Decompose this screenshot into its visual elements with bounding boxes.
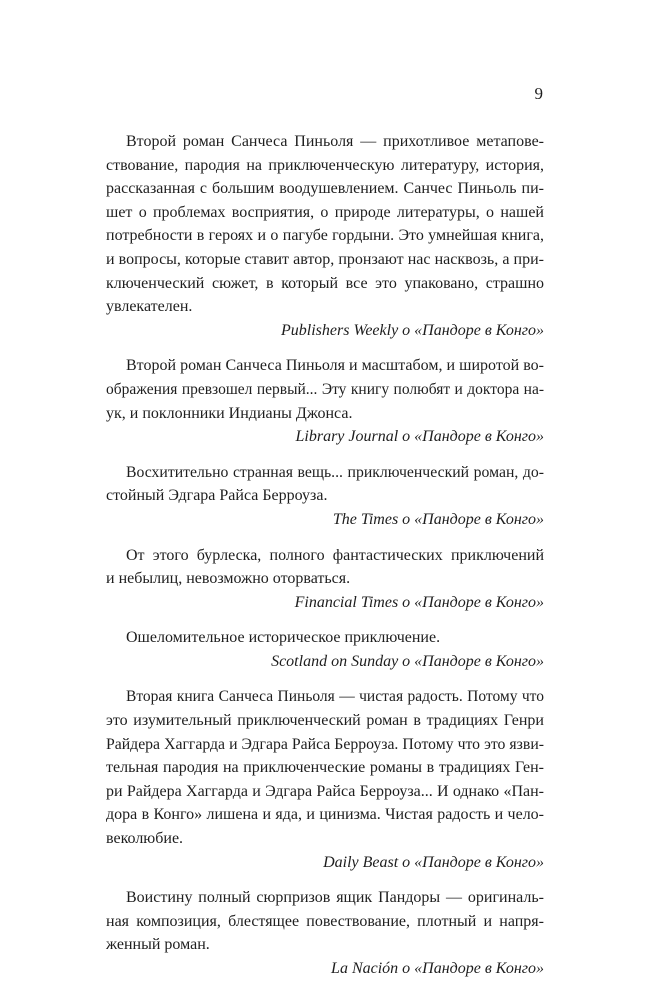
review-line: тельная пародия на приключенческие романы в традициях Ген- [106,759,544,777]
review-line: и небылиц, невозможно оторваться. [106,570,351,588]
publication-name: Scotland on Sunday [271,652,399,670]
review-line: потребности в героях и о пагубе гордыни. Это умнейшая книга, [106,227,544,245]
review-line: женный роман. [106,936,210,954]
review-block [106,626,544,673]
review-line: Райдера Хаггарда и Эдгара Райса Берроуза. Потому что это язви- [106,735,544,753]
review-text [106,626,544,650]
review-source [106,650,544,674]
publication-name: Publishers Weekly [281,321,399,339]
review-line: веколюбие. [106,830,184,848]
review-line: От этого бурлеска, полного фантастических приключений [126,546,544,564]
review-subject: о «Пандоре в Конго» [402,510,544,528]
review-line: ствование, пародия на приключенческую литературу, история, [106,156,544,174]
review-source [106,319,544,343]
review-source [106,957,544,981]
review-block [106,544,544,615]
review-line: ук, и поклонники Индианы Джонса. [106,404,353,422]
review-line: рассказанная с большим воодушевлением. Санчес Пиньоль пи- [106,180,544,198]
review-text [106,354,544,425]
review-source [106,591,544,615]
review-subject: о «Пандоре в Конго» [402,321,544,339]
publication-name: The Times [332,510,399,528]
review-line: это изумительный приключенческий роман в традициях Генри [106,712,544,730]
review-line: Воистину полный сюрпризов ящик Пандоры — оригиналь- [126,889,544,907]
review-text [106,544,544,591]
review-block [106,461,544,532]
review-text [106,130,544,319]
review-subject: о «Пандоре в Конго» [402,593,544,611]
review-subject: о «Пандоре в Конго» [402,428,544,446]
publication-name: Library Journal [295,428,399,446]
review-line: Второй роман Санчеса Пиньоля — прихотливое метапове- [126,133,544,150]
review-block [106,685,544,874]
review-line: стойный Эдгара Райса Берроуза. [106,487,328,505]
review-line: ключенческий сюжет, в который все это упаковано, страшно [106,274,544,292]
publication-name: La Nación [331,960,399,977]
publication-name: Financial Times [294,593,399,611]
reviews-list [106,130,544,993]
review-block [106,886,544,980]
review-line: шет о проблемах восприятия, о природе литературы, о нашей [106,203,544,221]
review-line: и вопросы, которые ставит автор, пронзают нас насквозь, а при- [106,250,544,268]
review-subject: о «Пандоре в Конго» [402,853,544,871]
review-line: Восхитительно странная вещь... приключенческий роман, до- [126,463,544,481]
review-block [106,354,544,448]
review-line: Ошеломительное историческое приключение. [126,629,441,647]
review-text [106,886,544,957]
review-line: ная композиция, блестящее повествование, плотный и напря- [106,912,544,930]
review-subject: о «Пандоре в Конго» [402,652,544,670]
review-block [106,130,544,342]
page-number: 9 [534,84,543,103]
review-source [106,425,544,449]
review-text [106,461,544,508]
review-source [106,851,544,875]
review-line: увлекателен. [106,298,193,316]
review-line: ри Райдера Хаггарда и Эдгара Райса Берроуза... И однако «Пан- [106,782,544,800]
review-line: ображения превзошел первый... Эту книгу полюбят и доктора на- [106,380,544,398]
review-text [106,685,544,850]
review-source [106,508,544,532]
review-line: Второй роман Санчеса Пиньоля и масштабом, и широтой во- [126,357,544,375]
review-line: дора в Конго» лишена и яда, и цинизма. Чистая радость и чело- [106,806,544,824]
review-line: Вторая книга Санчеса Пиньоля — чистая радость. Потому что [126,688,544,706]
review-subject: о «Пандоре в Конго» [402,960,544,977]
publication-name: Daily Beast [323,853,399,871]
